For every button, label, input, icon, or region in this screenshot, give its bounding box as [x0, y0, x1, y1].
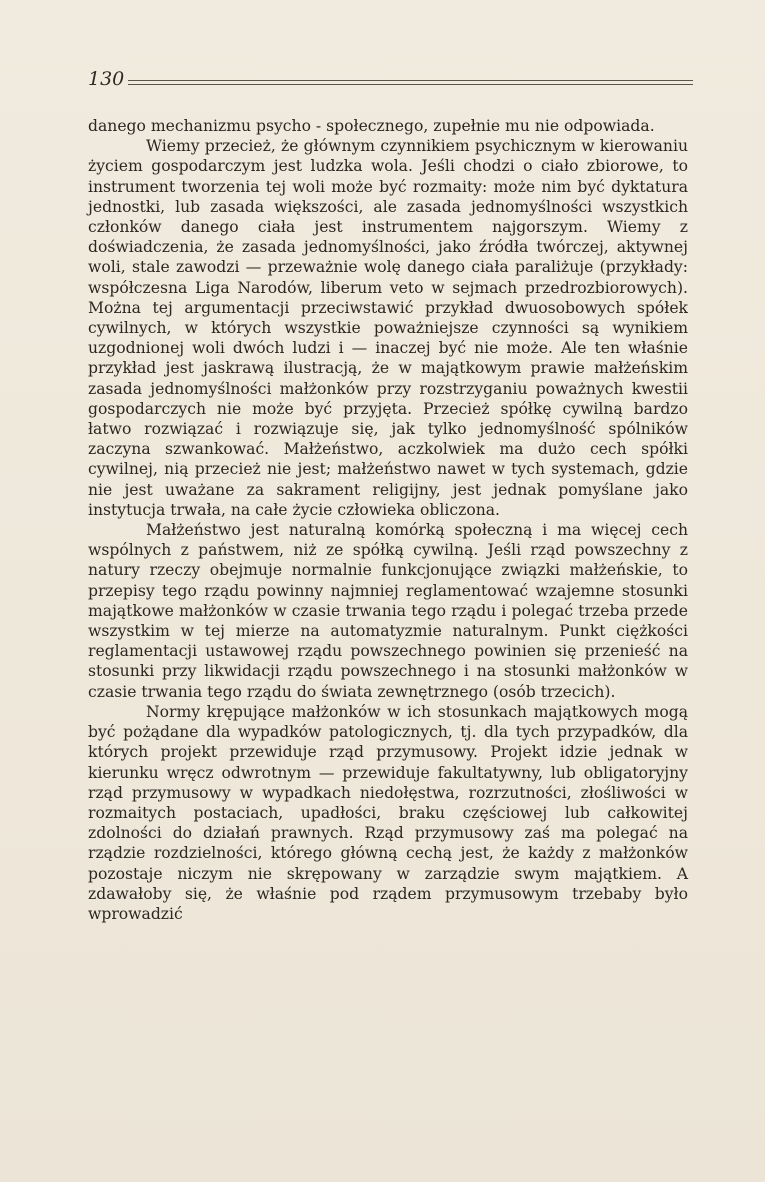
- page-header: [88, 68, 693, 98]
- paragraph: Normy krępujące małżonków w ich stosunkach majątkowych mogą być pożądane dla wypadków patologicznych, tj. dla tych przypadków, dla których projekt przewiduje rząd przymusowy. Projekt idzie jednak w kierunku wręcz odwrotnym — przewiduje fakultatywny, lub obligatoryjny rząd przymusowy w wypadkach niedołęstwa, rozrzutności, złośliwości w rozmaitych postaciach, upadłości, braku częściowej lub całkowitej zdolności do działań prawnych. Rząd przymusowy zaś ma polegać na rządzie rozdzielności, którego główną cechą jest, że każdy z małżonków pozostaje niczym nie skrępowany w zarządzie swym majątkiem. A zdawałoby się, że właśnie pod rządem przymusowym trzebaby było wprowadzić: [88, 702, 688, 923]
- paragraph: Wiemy przecież, że głównym czynnikiem psychicznym w kierowaniu życiem gospodarczym jest ludzka wola. Jeśli chodzi o ciało zbiorowe, to instrument tworzenia tej woli może być rozmaity: może nim być dyktatura jednostki, lub zasada większości, ale zasada jednomyślności wszystkich członków danego ciała jest instrumentem najgorszym. Wiemy z doświadczenia, że zasada jednomyślności, jako źródła twórczej, aktywnej woli, stale zawodzi — przeważnie wolę danego ciała paraliżuje (przykłady: współczesna Liga Narodów, liberum veto w sejmach przedrozbiorowych). Można tej argumentacji przeciwstawić przykład dwuosobowych spółek cywilnych, w których wszystkie poważniejsze czynności są wynikiem uzgodnionej woli dwóch ludzi i — inaczej być nie może. Ale ten właśnie przykład jest jaskrawą ilustracją, że w majątkowym prawie małżeńskim zasada jednomyślności małżonków przy rozstrzyganiu poważnych kwestii gospodarczych nie może być przyjęta. Przecież spółkę cywilną bardzo łatwo rozwiązać i rozwiązuje się, jak tylko jednomyślność spólników zaczyna szwankować. Małżeństwo, aczkolwiek ma dużo cech spółki cywilnej, nią przecież nie jest; małżeństwo nawet w tych systemach, gdzie nie jest uważane za sakrament religijny, jest jednak pomyślane jako instytucja trwała, na całe życie człowieka obliczona.: [88, 137, 688, 519]
- page-number: 130: [88, 68, 125, 90]
- header-rule: [128, 84, 693, 85]
- header-rule: [128, 80, 693, 81]
- paragraph: Małżeństwo jest naturalną komórką społeczną i ma więcej cech wspólnych z państwem, niż ze spółką cywilną. Jeśli rząd powszechny z natury rzeczy obejmuje normalnie funkcjonujące związki małżeńskie, to przepisy tego rządu powinny najmniej reglamentować wzajemne stosunki majątkowe małżonków w czasie trwania tego rządu i polegać trzeba przede wszystkim w tej mierze na automatyzmie naturalnym. Punkt ciężkości reglamentacji ustawowej rządu powszechnego powinien się przenieść na stosunki przy likwidacji rządu powszechnego i na stosunki małżonków w czasie trwania tego rządu do świata zewnętrznego (osób trzecich).: [88, 521, 688, 701]
- body-text: [88, 116, 688, 924]
- paragraph: danego mechanizmu psycho - społecznego, zupełnie mu nie odpowiada.: [88, 117, 655, 135]
